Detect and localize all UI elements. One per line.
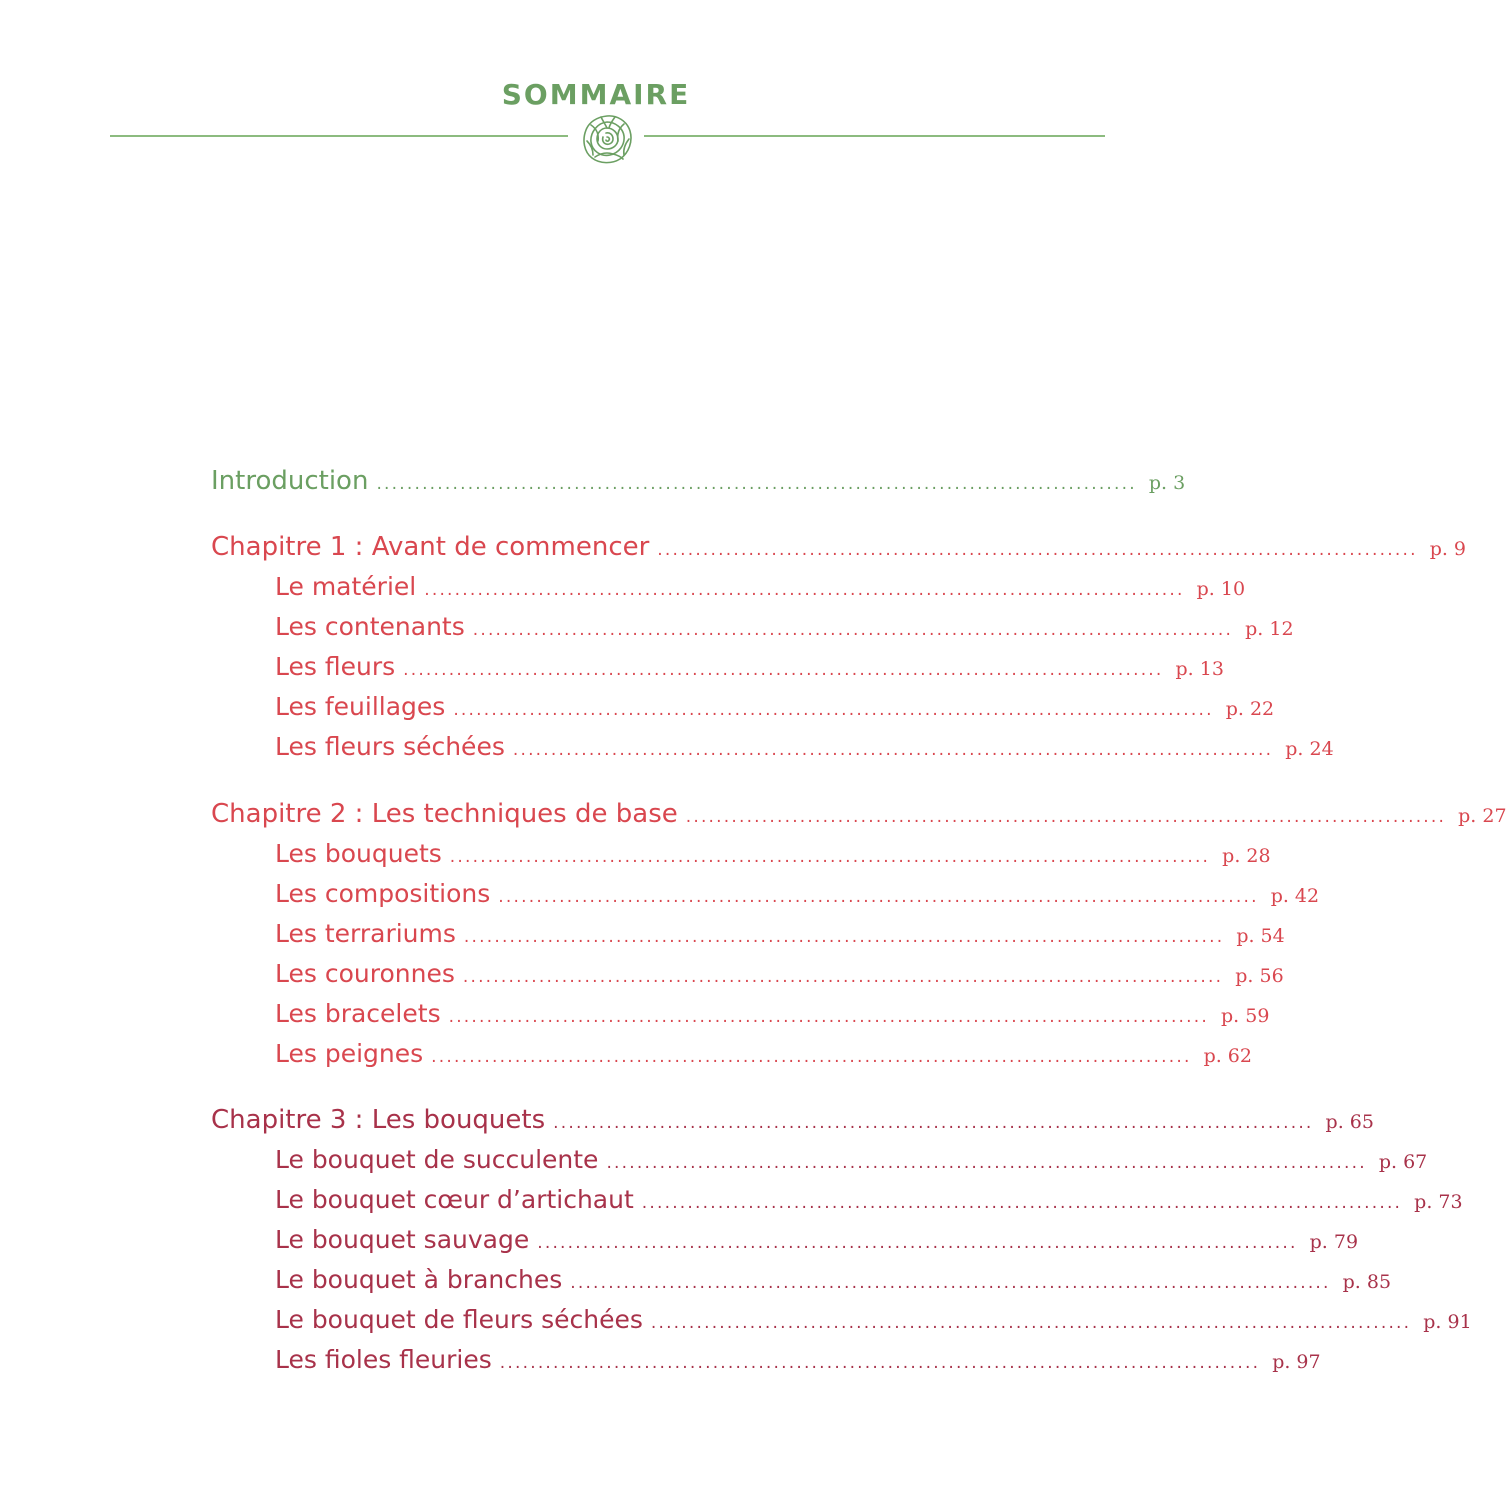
toc-entry-page: p. 27 — [1458, 805, 1507, 827]
toc-section[interactable] — [275, 919, 1285, 955]
dot-leader: .................................................................................................... — [453, 700, 1214, 720]
dot-leader: .................................................................................................... — [498, 887, 1259, 907]
dot-leader: .................................................................................................... — [449, 847, 1211, 867]
toc-chapter-1[interactable] — [211, 532, 1467, 568]
dot-leader: .................................................................................................... — [512, 740, 1274, 760]
toc-entry-page: p. 54 — [1236, 925, 1285, 947]
toc-entry-label: Le bouquet de succulente — [275, 1145, 599, 1174]
toc-entry-label: Le bouquet à branches — [275, 1265, 563, 1294]
toc-section[interactable] — [275, 652, 1224, 688]
toc-entry-label: Chapitre 1 : Avant de commencer — [211, 532, 650, 562]
toc-entry-page: p. 3 — [1148, 472, 1186, 494]
toc-section[interactable] — [275, 1185, 1463, 1221]
dot-leader: .................................................................................................... — [641, 1193, 1403, 1213]
toc-section[interactable] — [275, 692, 1275, 728]
toc-entry-label: Les bracelets — [275, 999, 441, 1028]
toc-entry-page: p. 12 — [1245, 618, 1294, 640]
dot-leader: .................................................................................................... — [463, 927, 1225, 947]
toc-entry-page: p. 73 — [1414, 1191, 1463, 1213]
dot-leader: .................................................................................................... — [657, 540, 1418, 560]
toc-entry-page: p. 59 — [1220, 1005, 1270, 1027]
toc-entry-label: Chapitre 2 : Les techniques de base — [211, 799, 678, 829]
dot-leader: .................................................................................................... — [606, 1153, 1367, 1173]
toc-entry-label: Les contenants — [275, 612, 465, 641]
dot-leader: .................................................................................................... — [553, 1113, 1314, 1133]
toc-entry-label: Les bouquets — [275, 839, 442, 868]
dot-leader: .................................................................................................... — [448, 1007, 1209, 1027]
toc-entry-label: Les terrariums — [275, 919, 456, 948]
dot-leader: .................................................................................................... — [472, 620, 1234, 640]
dot-leader: .................................................................................................... — [431, 1047, 1192, 1067]
toc-entry-page: p. 24 — [1285, 738, 1334, 760]
toc-section[interactable] — [275, 1265, 1392, 1301]
toc-entry-label: Le bouquet sauvage — [275, 1225, 530, 1254]
dot-leader: .................................................................................................... — [570, 1273, 1331, 1293]
page-title: SOMMAIRE — [501, 78, 691, 111]
toc-entry-page: p. 85 — [1342, 1271, 1392, 1293]
toc-entry-label: Le bouquet cœur d’artichaut — [275, 1185, 634, 1214]
dot-leader: .................................................................................................... — [376, 474, 1137, 494]
toc-entry-page: p. 65 — [1325, 1111, 1374, 1133]
toc-entry-label: Les feuillages — [275, 692, 446, 721]
toc-entry-page: p. 79 — [1309, 1231, 1359, 1253]
dot-leader: .................................................................................................... — [424, 580, 1185, 600]
toc-entry-label: Le bouquet de fleurs séchées — [275, 1305, 643, 1334]
toc-entry-label: Les fioles fleuries — [275, 1345, 492, 1374]
toc-section[interactable] — [275, 572, 1246, 608]
toc-entry-page: p. 56 — [1235, 965, 1284, 987]
toc-entry-label: Les compositions — [275, 879, 491, 908]
toc-section[interactable] — [275, 839, 1271, 875]
toc-entry-page: p. 22 — [1225, 698, 1275, 720]
toc-entry-page: p. 67 — [1378, 1151, 1428, 1173]
toc-entry-label: Les couronnes — [275, 959, 455, 988]
toc-section[interactable] — [275, 1225, 1359, 1261]
toc-entry-label: Les fleurs — [275, 652, 396, 681]
toc-entry-page: p. 97 — [1272, 1351, 1321, 1373]
toc-entry-page: p. 10 — [1196, 578, 1246, 600]
dot-leader: .................................................................................................... — [650, 1313, 1412, 1333]
toc-entry-page: p. 62 — [1203, 1045, 1252, 1067]
toc-entry-page: p. 9 — [1429, 538, 1467, 560]
toc-section[interactable] — [275, 612, 1294, 648]
toc-entry-label: Les fleurs séchées — [275, 732, 505, 761]
toc-entry-label: Introduction — [211, 466, 369, 496]
toc-section[interactable] — [275, 1039, 1252, 1075]
toc-section[interactable] — [275, 1345, 1321, 1381]
toc-entry-page: p. 28 — [1222, 845, 1271, 867]
toc-section[interactable] — [275, 959, 1284, 995]
dot-leader: .................................................................................................... — [403, 660, 1164, 680]
toc-section[interactable] — [275, 1305, 1472, 1341]
toc-entry-introduction[interactable] — [211, 466, 1186, 502]
toc-entry-page: p. 13 — [1175, 658, 1224, 680]
toc-entry-page: p. 91 — [1423, 1311, 1472, 1333]
toc-chapter-3[interactable] — [211, 1105, 1374, 1141]
dot-leader: .................................................................................................... — [499, 1353, 1261, 1373]
toc-chapter-2[interactable] — [211, 799, 1507, 835]
dot-leader: .................................................................................................... — [462, 967, 1224, 987]
toc-entry-label: Chapitre 3 : Les bouquets — [211, 1105, 546, 1135]
toc-entry-label: Les peignes — [275, 1039, 424, 1068]
toc-section[interactable] — [275, 879, 1320, 915]
toc-entry-page: p. 42 — [1270, 885, 1320, 907]
toc-entry-label: Le matériel — [275, 572, 417, 601]
toc-section[interactable] — [275, 1145, 1428, 1181]
dot-leader: .................................................................................................... — [685, 807, 1447, 827]
dot-leader: .................................................................................................... — [537, 1233, 1298, 1253]
toc-section[interactable] — [275, 732, 1334, 768]
toc-section[interactable] — [275, 999, 1270, 1035]
